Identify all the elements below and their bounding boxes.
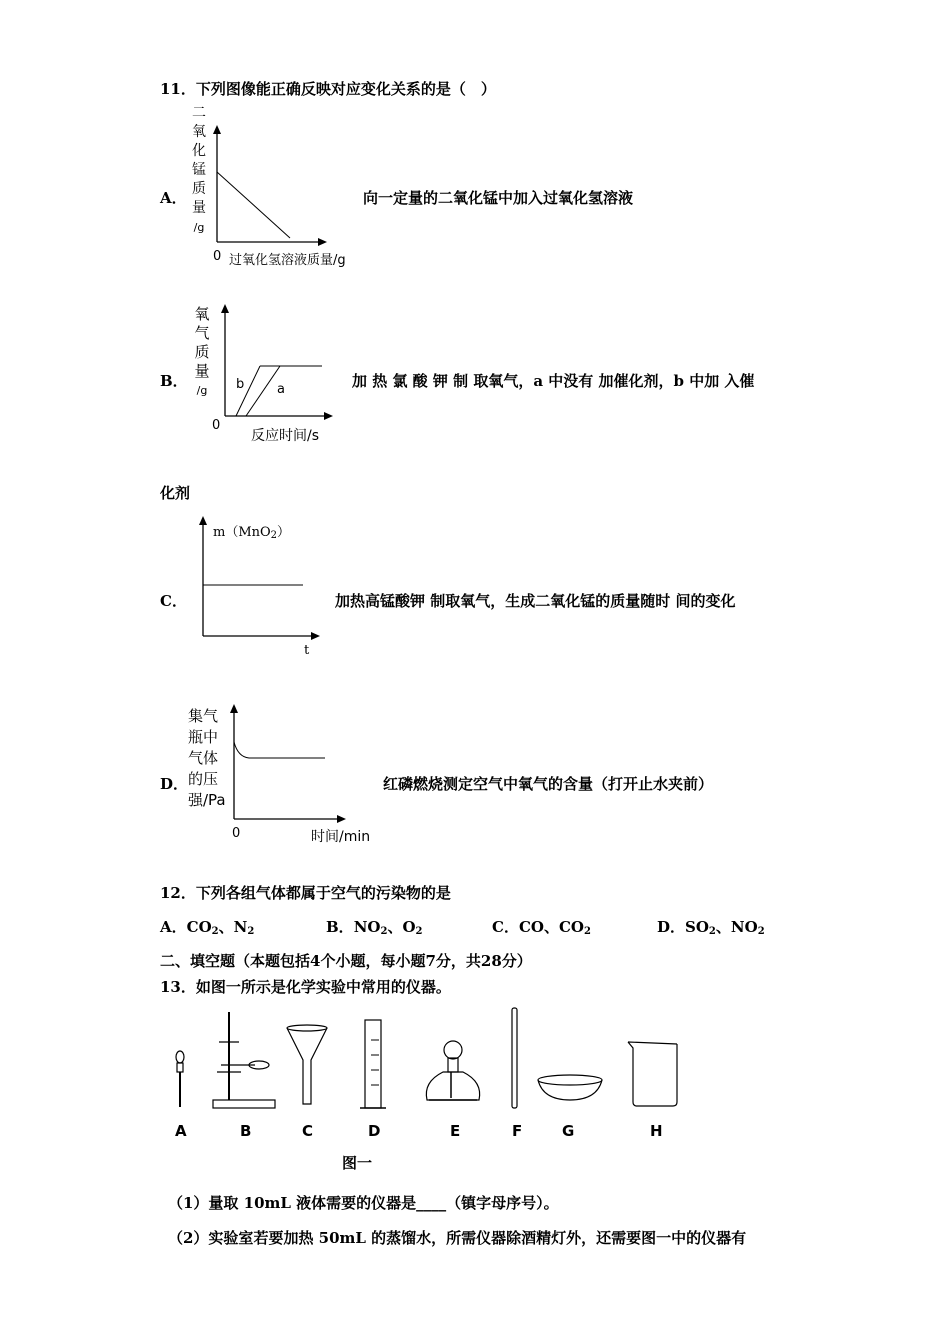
c-y-arrow xyxy=(199,516,207,525)
dropper-icon xyxy=(176,1051,184,1107)
beaker-icon xyxy=(628,1042,677,1106)
label-c: C xyxy=(302,1122,314,1140)
opt-sub: 2 xyxy=(757,926,765,937)
q11-c-graph xyxy=(196,512,326,642)
label-a: A xyxy=(175,1122,187,1140)
q11-a-xlabel: 过氧化氢溶液质量/g xyxy=(229,253,346,268)
section-heading: 二、填空题（本题包括4个小题，每小题7分，共28分） xyxy=(160,952,532,970)
b-x-arrow xyxy=(324,412,333,420)
q11-b-desc-cont: 化剂 xyxy=(160,484,191,502)
q11-d-xlabel: 时间/min xyxy=(311,829,371,845)
a-y-arrow xyxy=(213,125,221,134)
d-ylabel-row: 集气 xyxy=(188,707,219,725)
c-ylabel-post: ） xyxy=(277,525,291,540)
opt-formula: N xyxy=(233,918,248,936)
opt-formula: NO xyxy=(730,918,758,936)
q11-b-origin: 0 xyxy=(212,418,221,433)
opt-formula: O xyxy=(402,918,416,936)
a-ylabel-char: 质 xyxy=(192,181,206,197)
b-ylabel-char: /g xyxy=(196,384,208,397)
b-ylabel-char: 氧 xyxy=(194,305,210,323)
a-ylabel-char: 氧 xyxy=(192,124,206,140)
opt-sep: 、 xyxy=(387,918,403,936)
q11-a-graph xyxy=(210,120,340,250)
opt-label: C． xyxy=(492,918,519,936)
q11-c-desc: 加热高锰酸钾 制取氧气，生成二氧化锰的质量随时 间的变化 xyxy=(335,592,736,610)
graduated-cylinder-icon xyxy=(360,1020,386,1108)
opt-sub: 2 xyxy=(380,926,388,937)
opt-label: B． xyxy=(326,918,354,936)
q13-stem: 13．如图一所示是化学实验中常用的仪器。 xyxy=(160,978,451,996)
d-ylabel-row: 强/Pa xyxy=(188,791,226,809)
q13-sub2: （2）实验室若要加热 50mL 的蒸馏水，所需仪器除酒精灯外，还需要图一中的仪器有 xyxy=(168,1229,747,1247)
alcohol-lamp-icon xyxy=(426,1041,479,1100)
opt-formula: NO xyxy=(353,918,381,936)
label-f: F xyxy=(512,1122,523,1140)
label-g: G xyxy=(562,1122,575,1140)
c-ylabel-sub: 2 xyxy=(270,530,278,541)
d-y-arrow xyxy=(230,704,238,713)
q11-stem: 11．下列图像能正确反映对应变化关系的是（ ） xyxy=(160,80,496,98)
q11-option-d-label: D． xyxy=(160,775,189,793)
a-curve xyxy=(217,172,290,238)
figure-caption: 图一 xyxy=(342,1154,373,1172)
q11-d-graph xyxy=(227,700,357,825)
label-e: E xyxy=(450,1122,461,1140)
q12-option-b xyxy=(326,916,423,937)
opt-formula: CO xyxy=(186,918,212,936)
a-x-arrow xyxy=(318,238,327,246)
label-b: B xyxy=(240,1122,252,1140)
b-curve-a xyxy=(246,366,280,416)
opt-formula: SO xyxy=(685,918,709,936)
label-d: D xyxy=(368,1122,381,1140)
q11-option-c-label: C． xyxy=(160,592,187,610)
b-ylabel-char: 量 xyxy=(194,362,210,380)
funnel-icon xyxy=(287,1025,327,1104)
c-ylabel-pre: m（MnO xyxy=(213,525,271,540)
c-x-arrow xyxy=(311,632,320,640)
opt-sep: 、 xyxy=(543,918,559,936)
q11-a-origin: 0 xyxy=(213,249,222,264)
b-ylabel-char: 气 xyxy=(194,324,210,342)
q11-a-ylabel xyxy=(188,104,210,237)
b-ylabel-char: 质 xyxy=(194,343,210,361)
opt-label: A． xyxy=(160,918,187,936)
q11-option-a-label: A． xyxy=(160,189,187,207)
opt-formula: CO xyxy=(558,918,584,936)
q11-b-xlabel: 反应时间/s xyxy=(251,428,320,444)
q12-option-a xyxy=(160,916,254,937)
b-y-arrow xyxy=(221,304,229,313)
opt-sub: 2 xyxy=(247,926,255,937)
q11-b-line-b: b xyxy=(236,377,245,392)
q11-d-desc: 红磷燃烧测定空气中氧气的含量（打开止水夹前） xyxy=(383,775,714,793)
iron-stand-icon xyxy=(213,1012,275,1108)
a-ylabel-char: 化 xyxy=(192,143,206,159)
q13-sub1: （1）量取 10mL 液体需要的仪器是____（镇字母序号）。 xyxy=(168,1194,559,1212)
opt-sep: 、 xyxy=(218,918,234,936)
opt-sub: 2 xyxy=(415,926,423,937)
d-x-arrow xyxy=(337,815,346,823)
d-ylabel-row: 瓶中 xyxy=(188,728,219,746)
opt-sep: 、 xyxy=(715,918,731,936)
evaporating-dish-icon xyxy=(538,1075,602,1100)
q11-b-ylabel xyxy=(190,305,214,400)
d-ylabel-row: 气体 xyxy=(188,749,219,767)
q11-c-xlabel: t xyxy=(304,643,310,658)
opt-sub: 2 xyxy=(708,926,716,937)
q11-b-desc: 加 热 氯 酸 钾 制 取氧气，a 中没有 加催化剂，b 中加 入催 xyxy=(352,372,755,390)
label-h: H xyxy=(650,1122,663,1140)
opt-sub: 2 xyxy=(584,926,591,937)
a-ylabel-char: 量 xyxy=(192,200,206,216)
q11-d-origin: 0 xyxy=(232,826,241,841)
q12-stem: 12．下列各组气体都属于空气的污染物的是 xyxy=(160,884,451,902)
q11-a-desc: 向一定量的二氧化锰中加入过氧化氢溶液 xyxy=(363,189,634,207)
a-ylabel-char: 二 xyxy=(192,105,206,121)
q12-option-d xyxy=(657,916,765,937)
a-ylabel-char: /g xyxy=(193,221,205,234)
q11-option-b-label: B． xyxy=(160,372,188,390)
a-ylabel-char: 锰 xyxy=(192,162,206,178)
d-ylabel-row: 的压 xyxy=(188,770,219,788)
opt-sub: 2 xyxy=(211,926,219,937)
opt-formula: CO xyxy=(518,918,544,936)
instrument-figure xyxy=(155,1000,715,1130)
d-curve xyxy=(234,742,325,758)
q11-b-line-a: a xyxy=(277,382,285,397)
q11-b-graph xyxy=(218,300,348,420)
glass-rod-icon xyxy=(512,1008,517,1108)
q12-option-c xyxy=(492,916,591,937)
opt-label: D． xyxy=(657,918,686,936)
